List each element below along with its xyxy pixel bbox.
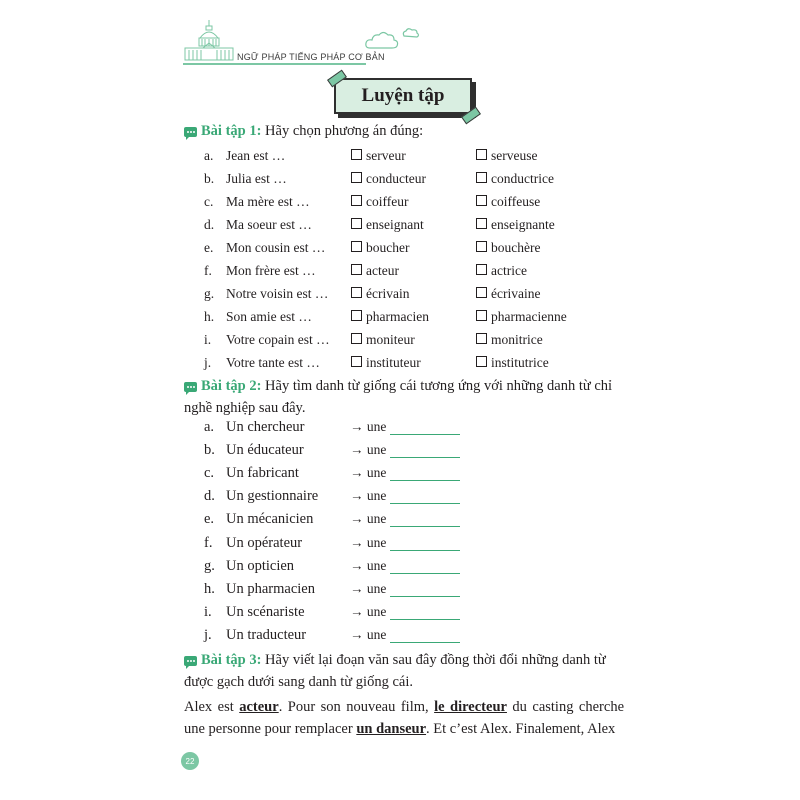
option-2[interactable]	[476, 240, 540, 256]
exercise-3-instruction: Hãy viết lại đoạn văn sau đây đồng thời đổi những danh từ được gạch dưới sang danh từ giống cái.	[184, 652, 606, 690]
exercise-2-item	[0, 604, 800, 626]
option-1-label: serveur	[366, 148, 406, 163]
speech-bubble-icon	[184, 656, 197, 666]
checkbox-icon[interactable]	[351, 172, 362, 183]
arrow-une: → une	[350, 511, 387, 527]
item-letter: b.	[204, 442, 215, 459]
item-stem: Ma soeur est …	[226, 217, 312, 232]
option-2[interactable]	[476, 263, 527, 279]
item-letter: f.	[204, 534, 213, 551]
arrow-une: → une	[350, 603, 387, 619]
option-1[interactable]	[351, 263, 399, 279]
answer-blank[interactable]	[390, 434, 460, 435]
exercise-1-item	[0, 194, 800, 214]
exercise-2-item	[0, 465, 800, 487]
option-1-label: conducteur	[366, 171, 426, 186]
checkbox-icon[interactable]	[351, 195, 362, 206]
arrow-une: → une	[350, 534, 387, 550]
exercise-1-item	[0, 171, 800, 191]
option-2[interactable]	[476, 286, 540, 302]
option-2[interactable]	[476, 355, 549, 371]
item-letter: e.	[204, 511, 215, 528]
checkbox-icon[interactable]	[351, 356, 362, 367]
item-letter: b.	[204, 171, 215, 186]
option-2[interactable]	[476, 217, 555, 233]
checkbox-icon[interactable]	[351, 218, 362, 229]
option-1-label: boucher	[366, 240, 410, 255]
option-1[interactable]	[351, 355, 421, 371]
exercise-2-item	[0, 558, 800, 580]
option-1[interactable]	[351, 286, 409, 302]
answer-blank[interactable]	[390, 480, 460, 481]
checkbox-icon[interactable]	[351, 310, 362, 321]
item-letter: i.	[204, 332, 212, 347]
book-title-header: NGỮ PHÁP TIẾNG PHÁP CƠ BẢN	[237, 52, 385, 62]
arrow-une: → une	[350, 557, 387, 573]
exercise-2-item	[0, 627, 800, 649]
exercise-2-instruction: Hãy tìm danh từ giống cái tương ứng với những danh từ chỉ nghề nghiệp sau đây.	[184, 378, 613, 416]
exercise-2-item	[0, 535, 800, 557]
option-1-label: enseignant	[366, 217, 424, 232]
checkbox-icon[interactable]	[476, 356, 487, 367]
item-letter: e.	[204, 240, 214, 255]
underlined-noun: acteur	[239, 699, 279, 715]
exercise-1-heading	[184, 120, 624, 142]
exercise-3-label: Bài tập 3:	[201, 652, 262, 668]
answer-blank[interactable]	[390, 596, 460, 597]
item-letter: c.	[204, 194, 214, 209]
exercise-1-item	[0, 240, 800, 260]
checkbox-icon[interactable]	[476, 264, 487, 275]
underlined-noun: un danseur	[356, 721, 427, 737]
option-1[interactable]	[351, 309, 429, 325]
option-1-label: acteur	[366, 263, 399, 278]
option-1[interactable]	[351, 240, 409, 256]
option-1[interactable]	[351, 332, 415, 348]
exercise-1-item	[0, 355, 800, 375]
checkbox-icon[interactable]	[476, 172, 487, 183]
option-1[interactable]	[351, 217, 424, 233]
option-2[interactable]	[476, 309, 567, 325]
item-letter: d.	[204, 488, 215, 505]
exercise-2-item	[0, 581, 800, 603]
paragraph-text: . Pour son nouveau film,	[278, 699, 435, 715]
checkbox-icon[interactable]	[476, 287, 487, 298]
item-stem: Votre copain est …	[226, 332, 330, 347]
item-stem: Un gestionnaire	[226, 488, 319, 505]
item-stem: Un mécanicien	[226, 511, 314, 528]
option-2-label: actrice	[491, 263, 527, 278]
option-1[interactable]	[351, 194, 408, 210]
item-stem: Un fabricant	[226, 465, 299, 482]
option-2[interactable]	[476, 194, 540, 210]
exercise-1-item	[0, 148, 800, 168]
arrow-une: → une	[350, 626, 387, 642]
checkbox-icon[interactable]	[476, 310, 487, 321]
item-letter: j.	[204, 355, 212, 370]
checkbox-icon[interactable]	[476, 241, 487, 252]
answer-blank[interactable]	[390, 573, 460, 574]
arrow-une: → une	[350, 465, 387, 481]
checkbox-icon[interactable]	[476, 218, 487, 229]
option-1-label: instituteur	[366, 355, 421, 370]
item-stem: Un traducteur	[226, 626, 307, 643]
underlined-noun: le directeur	[434, 699, 507, 715]
option-1-label: moniteur	[366, 332, 415, 347]
item-letter: f.	[204, 263, 212, 278]
speech-bubble-icon	[184, 382, 197, 392]
option-2-label: institutrice	[491, 355, 549, 370]
arrow-une: → une	[350, 442, 387, 458]
exercise-3-heading	[184, 649, 624, 693]
exercise-2-item	[0, 419, 800, 441]
item-stem: Un opérateur	[226, 534, 303, 551]
item-stem: Un chercheur	[226, 419, 305, 435]
answer-blank[interactable]	[390, 457, 460, 458]
item-stem: Julia est …	[226, 171, 287, 186]
answer-blank[interactable]	[390, 526, 460, 527]
answer-blank[interactable]	[390, 642, 460, 643]
item-stem: Un éducateur	[226, 442, 304, 459]
exercise-1-item	[0, 217, 800, 237]
item-letter: g.	[204, 557, 215, 574]
header-rule	[183, 63, 366, 65]
option-1-label: coiffeur	[366, 194, 409, 209]
capitol-building-icon	[183, 18, 235, 64]
exercise-1-item	[0, 309, 800, 329]
item-stem: Son amie est …	[226, 309, 312, 324]
paragraph-text: du casting cherche une personne pour remplacer	[184, 699, 624, 737]
exercise-2-item	[0, 442, 800, 464]
paragraph-text: . Et c’est Alex. Finalement, Alex	[426, 721, 616, 737]
answer-blank[interactable]	[390, 550, 460, 551]
exercise-3-paragraph	[184, 696, 624, 740]
item-letter: a.	[204, 148, 214, 163]
item-letter: h.	[204, 580, 215, 597]
arrow-une: → une	[350, 488, 387, 504]
option-2-label: serveuse	[491, 148, 538, 163]
checkbox-icon[interactable]	[476, 195, 487, 206]
speech-bubble-icon	[184, 127, 197, 137]
option-2[interactable]	[476, 148, 537, 164]
section-title-text: Luyện tập	[361, 85, 445, 106]
arrow-une: → une	[350, 419, 387, 434]
section-title	[334, 78, 472, 114]
option-2-label: écrivaine	[491, 286, 541, 301]
exercise-1-item	[0, 332, 800, 352]
item-letter: h.	[204, 309, 215, 324]
item-letter: j.	[204, 626, 212, 643]
exercise-2-heading	[184, 375, 624, 419]
option-2[interactable]	[476, 332, 543, 348]
option-2-label: coiffeuse	[491, 194, 541, 209]
exercise-2-item	[0, 488, 800, 510]
exercise-1-label: Bài tập 1:	[201, 123, 262, 139]
checkbox-icon[interactable]	[351, 241, 362, 252]
item-stem: Un scénariste	[226, 603, 305, 620]
option-1-label: écrivain	[366, 286, 410, 301]
item-stem: Ma mère est …	[226, 194, 310, 209]
tape-decoration-left	[327, 70, 347, 88]
option-1[interactable]	[351, 148, 406, 164]
checkbox-icon[interactable]	[476, 149, 487, 160]
option-2-label: enseignante	[491, 217, 555, 232]
item-stem: Un pharmacien	[226, 580, 315, 597]
item-stem: Mon frère est …	[226, 263, 316, 278]
answer-blank[interactable]	[390, 619, 460, 620]
checkbox-icon[interactable]	[351, 264, 362, 275]
checkbox-icon[interactable]	[351, 149, 362, 160]
item-stem: Jean est …	[226, 148, 286, 163]
option-2[interactable]	[476, 171, 554, 187]
item-letter: c.	[204, 465, 215, 482]
exercise-1-item	[0, 263, 800, 283]
option-2-label: bouchère	[491, 240, 541, 255]
option-2-label: pharmacienne	[491, 309, 567, 324]
item-stem: Notre voisin est …	[226, 286, 329, 301]
option-2-label: conductrice	[491, 171, 554, 186]
item-letter: i.	[204, 603, 212, 620]
item-letter: d.	[204, 217, 215, 232]
answer-blank[interactable]	[390, 503, 460, 504]
item-stem: Un opticien	[226, 557, 295, 574]
paragraph-text: Alex est	[184, 699, 240, 715]
clouds-icon	[364, 26, 422, 52]
checkbox-icon[interactable]	[351, 287, 362, 298]
checkbox-icon[interactable]	[351, 333, 362, 344]
checkbox-icon[interactable]	[476, 333, 487, 344]
exercise-1-instruction: Hãy chọn phương án đúng:	[265, 123, 424, 139]
exercise-1-item	[0, 286, 800, 306]
item-letter: g.	[204, 286, 215, 301]
option-2-label: monitrice	[491, 332, 543, 347]
exercise-2-item	[0, 511, 800, 533]
option-1-label: pharmacien	[366, 309, 429, 324]
item-stem: Mon cousin est …	[226, 240, 326, 255]
exercise-2-label: Bài tập 2:	[201, 378, 262, 394]
item-letter: a.	[204, 419, 215, 435]
arrow-une: → une	[350, 580, 387, 596]
option-1[interactable]	[351, 171, 426, 187]
item-stem: Votre tante est …	[226, 355, 320, 370]
page-number: 22	[181, 752, 199, 770]
